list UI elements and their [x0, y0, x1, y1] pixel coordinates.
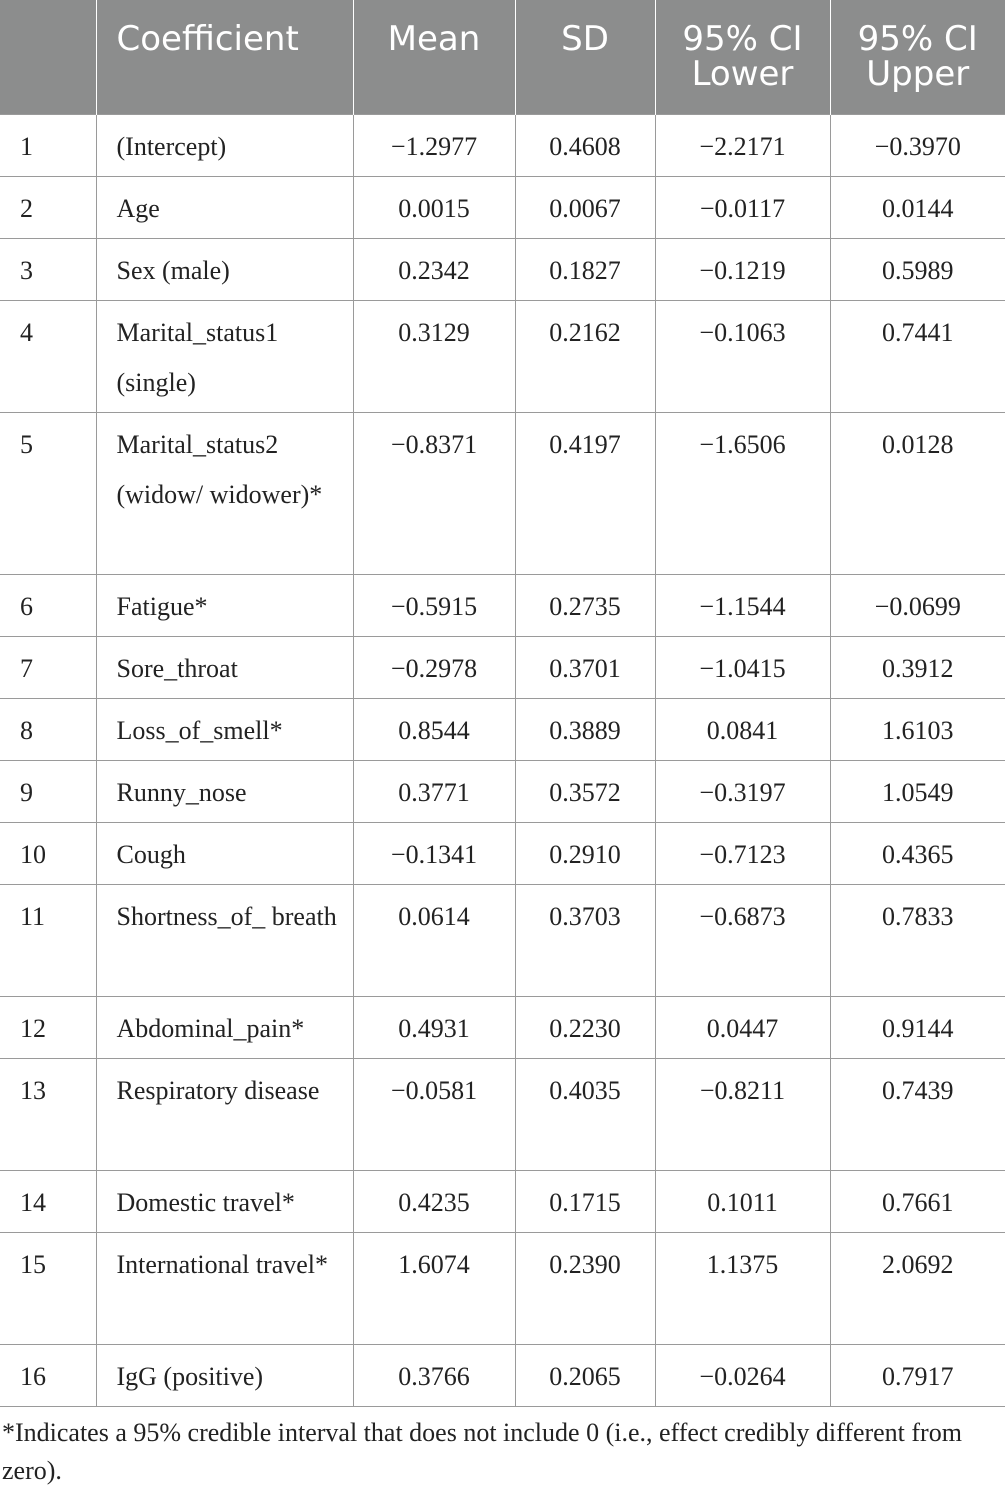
cell-coefficient-name: Domestic travel*: [96, 1170, 353, 1232]
cell-mean: −0.0581: [353, 1058, 515, 1170]
table-row: [0, 1058, 1005, 1170]
table-row: [0, 114, 1005, 176]
cell-mean: 0.2342: [353, 238, 515, 300]
cell-ci-lower: −1.0415: [655, 636, 830, 698]
cell-index: 14: [0, 1170, 96, 1232]
cell-index: 15: [0, 1232, 96, 1344]
cell-coefficient-name: International travel*: [96, 1232, 353, 1344]
table-row: [0, 760, 1005, 822]
cell-sd: 0.4035: [515, 1058, 655, 1170]
table-row: [0, 238, 1005, 300]
table-footnote: *Indicates a 95% credible interval that does not include 0 (i.e., effect credibly different from zero).: [2, 1418, 962, 1485]
table-row: [0, 412, 1005, 574]
cell-sd: 0.0067: [515, 176, 655, 238]
cell-sd: 0.4197: [515, 412, 655, 574]
cell-mean: 0.4931: [353, 996, 515, 1058]
cell-index: 2: [0, 176, 96, 238]
cell-ci-upper: 0.7439: [830, 1058, 1005, 1170]
cell-index: 10: [0, 822, 96, 884]
cell-ci-upper: 2.0692: [830, 1232, 1005, 1344]
cell-mean: 0.0015: [353, 176, 515, 238]
table-row: [0, 698, 1005, 760]
cell-index: 13: [0, 1058, 96, 1170]
cell-ci-lower: 0.0447: [655, 996, 830, 1058]
cell-sd: 0.2230: [515, 996, 655, 1058]
cell-ci-lower: −0.3197: [655, 760, 830, 822]
header-sd: SD: [515, 0, 655, 114]
cell-mean: −0.5915: [353, 574, 515, 636]
table-row: [0, 822, 1005, 884]
cell-coefficient-name: Age: [96, 176, 353, 238]
cell-ci-lower: −0.1063: [655, 300, 830, 412]
cell-coefficient-name: (Intercept): [96, 114, 353, 176]
header-ci-upper: 95% CI Upper: [830, 0, 1005, 114]
cell-mean: 0.8544: [353, 698, 515, 760]
cell-coefficient-name: Fatigue*: [96, 574, 353, 636]
cell-ci-upper: 1.0549: [830, 760, 1005, 822]
cell-mean: −0.2978: [353, 636, 515, 698]
cell-mean: 0.3771: [353, 760, 515, 822]
cell-ci-lower: 0.1011: [655, 1170, 830, 1232]
cell-ci-upper: −0.3970: [830, 114, 1005, 176]
cell-mean: −1.2977: [353, 114, 515, 176]
cell-coefficient-name: IgG (positive): [96, 1344, 353, 1406]
table-row: [0, 1344, 1005, 1406]
table-row: [0, 1170, 1005, 1232]
cell-ci-lower: −1.1544: [655, 574, 830, 636]
cell-ci-lower: −0.0117: [655, 176, 830, 238]
cell-ci-lower: 1.1375: [655, 1232, 830, 1344]
table-row: [0, 176, 1005, 238]
cell-mean: −0.1341: [353, 822, 515, 884]
cell-sd: 0.3572: [515, 760, 655, 822]
cell-coefficient-name: Cough: [96, 822, 353, 884]
cell-sd: 0.3701: [515, 636, 655, 698]
cell-sd: 0.2162: [515, 300, 655, 412]
cell-ci-upper: 0.3912: [830, 636, 1005, 698]
cell-ci-lower: −1.6506: [655, 412, 830, 574]
cell-index: 9: [0, 760, 96, 822]
cell-sd: 0.1715: [515, 1170, 655, 1232]
header-mean: Mean: [353, 0, 515, 114]
cell-mean: 1.6074: [353, 1232, 515, 1344]
cell-index: 6: [0, 574, 96, 636]
table-row: [0, 996, 1005, 1058]
cell-ci-upper: 0.9144: [830, 996, 1005, 1058]
cell-coefficient-name: Shortness_of_ breath: [96, 884, 353, 996]
cell-ci-lower: −0.8211: [655, 1058, 830, 1170]
cell-coefficient-name: Runny_nose: [96, 760, 353, 822]
cell-sd: 0.2065: [515, 1344, 655, 1406]
cell-ci-lower: 0.0841: [655, 698, 830, 760]
cell-mean: 0.0614: [353, 884, 515, 996]
cell-mean: 0.4235: [353, 1170, 515, 1232]
cell-coefficient-name: Respiratory disease: [96, 1058, 353, 1170]
cell-sd: 0.2735: [515, 574, 655, 636]
table-row: [0, 636, 1005, 698]
cell-sd: 0.2390: [515, 1232, 655, 1344]
cell-sd: 0.2910: [515, 822, 655, 884]
cell-ci-lower: −0.0264: [655, 1344, 830, 1406]
table-row: [0, 574, 1005, 636]
cell-sd: 0.3889: [515, 698, 655, 760]
cell-index: 8: [0, 698, 96, 760]
table-body: [0, 114, 1005, 1406]
cell-ci-upper: −0.0699: [830, 574, 1005, 636]
cell-ci-upper: 0.7917: [830, 1344, 1005, 1406]
cell-ci-upper: 0.4365: [830, 822, 1005, 884]
cell-ci-lower: −0.1219: [655, 238, 830, 300]
cell-mean: 0.3766: [353, 1344, 515, 1406]
cell-ci-upper: 0.5989: [830, 238, 1005, 300]
cell-coefficient-name: Marital_status1 (single): [96, 300, 353, 412]
cell-sd: 0.1827: [515, 238, 655, 300]
cell-index: 4: [0, 300, 96, 412]
cell-ci-lower: −0.7123: [655, 822, 830, 884]
cell-ci-lower: −2.2171: [655, 114, 830, 176]
cell-ci-upper: 0.7833: [830, 884, 1005, 996]
cell-mean: −0.8371: [353, 412, 515, 574]
cell-ci-upper: 1.6103: [830, 698, 1005, 760]
cell-coefficient-name: Abdominal_pain*: [96, 996, 353, 1058]
cell-coefficient-name: Loss_of_smell*: [96, 698, 353, 760]
cell-ci-upper: 0.7441: [830, 300, 1005, 412]
header-ci-lower: 95% CI Lower: [655, 0, 830, 114]
cell-index: 11: [0, 884, 96, 996]
cell-ci-upper: 0.7661: [830, 1170, 1005, 1232]
table-row: [0, 300, 1005, 412]
cell-ci-upper: 0.0128: [830, 412, 1005, 574]
cell-sd: 0.4608: [515, 114, 655, 176]
cell-coefficient-name: Sore_throat: [96, 636, 353, 698]
cell-coefficient-name: Marital_status2 (widow/ widower)*: [96, 412, 353, 574]
header-coefficient: Coefficient: [96, 0, 353, 114]
table-header-row: [0, 0, 1005, 114]
cell-index: 16: [0, 1344, 96, 1406]
table-row: [0, 884, 1005, 996]
header-index: [0, 0, 96, 114]
cell-sd: 0.3703: [515, 884, 655, 996]
cell-index: 1: [0, 114, 96, 176]
cell-coefficient-name: Sex (male): [96, 238, 353, 300]
cell-index: 3: [0, 238, 96, 300]
cell-index: 7: [0, 636, 96, 698]
cell-index: 5: [0, 412, 96, 574]
cell-index: 12: [0, 996, 96, 1058]
cell-ci-lower: −0.6873: [655, 884, 830, 996]
cell-ci-upper: 0.0144: [830, 176, 1005, 238]
table-row: [0, 1232, 1005, 1344]
cell-mean: 0.3129: [353, 300, 515, 412]
